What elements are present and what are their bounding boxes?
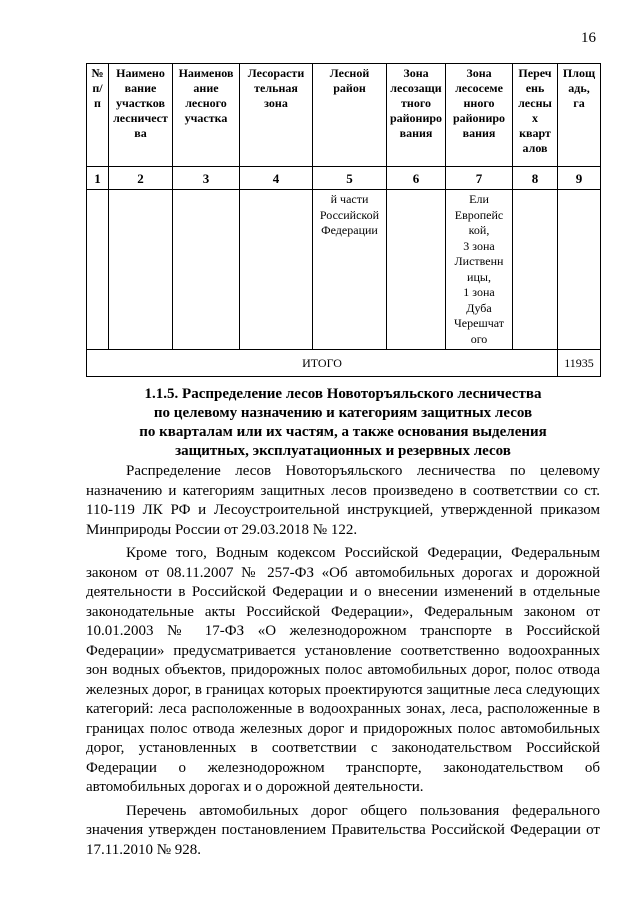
column-number: 5 (313, 167, 387, 190)
table-cell (109, 190, 173, 350)
header-cell-area: Площ адь, га (558, 64, 601, 167)
column-number: 2 (109, 167, 173, 190)
header-cell-protection-zone: Зона лесозащи тного райониро вания (387, 64, 446, 167)
header-cell-seed-zone: Зона лесосеме нного райониро вания (446, 64, 513, 167)
total-value: 11935 (558, 350, 601, 377)
table-cell (387, 190, 446, 350)
paragraph: Распределение лесов Новоторъяльского лесничества по целевому назначению и категориям защитных лесов произведено в соответствии со ст. 110-119 ЛК РФ и Лесоустроительной инструкцией, утвержденной приказом Минприроды России от 29.03.2018 № 122. (86, 463, 600, 538)
column-number: 9 (558, 167, 601, 190)
table-cell (173, 190, 240, 350)
section-heading-line: 1.1.5. Распределение лесов Новоторъяльского лесничества (144, 386, 542, 402)
header-cell-number: № п/ п (87, 64, 109, 167)
section-heading-line: защитных, эксплуатационных и резервных лесов (175, 443, 511, 459)
forest-table (86, 63, 601, 377)
column-number: 1 (87, 167, 109, 190)
header-cell-forestry-name: Наимено вание участков лесничест ва (109, 64, 173, 167)
column-number: 7 (446, 167, 513, 190)
header-cell-plot-name: Наименов ание лесного участка (173, 64, 240, 167)
table-cell (87, 190, 109, 350)
table-cell-seed-zone: Ели Европейс кой, 3 зона Лиственн ицы, 1 зона Дуба Черешчат ого (446, 190, 513, 350)
total-row (87, 350, 601, 377)
column-number: 6 (387, 167, 446, 190)
header-cell-quarters-list: Переч ень лесны х кварт алов (513, 64, 558, 167)
section-heading-line: по кварталам или их частям, а также основания выделения (139, 424, 547, 440)
column-number: 8 (513, 167, 558, 190)
table-cell (513, 190, 558, 350)
column-number-row (87, 167, 601, 190)
section-heading-line: по целевому назначению и категориям защитных лесов (153, 405, 533, 421)
table-header-row (87, 64, 601, 167)
header-cell-vegetation-zone: Лесорасти тельная зона (240, 64, 313, 167)
column-number: 3 (173, 167, 240, 190)
paragraph: Перечень автомобильных дорог общего пользования федерального значения утвержден постановлением Правительства Российской Федерации от 17.11.2010 № 928. (86, 802, 600, 858)
table-row (87, 190, 601, 350)
table-cell (558, 190, 601, 350)
section-body (86, 462, 600, 860)
table-cell (240, 190, 313, 350)
column-number: 4 (240, 167, 313, 190)
page-number: 16 (581, 30, 596, 46)
table-cell-forest-region: й части Российской Федерации (313, 190, 387, 350)
header-cell-forest-region: Лесной район (313, 64, 387, 167)
total-label: ИТОГО (87, 350, 558, 377)
section-heading (86, 385, 600, 461)
paragraph: Кроме того, Водным кодексом Российской Федерации, Федеральным законом от 08.11.2007 № 257-ФЗ «Об автомобильных дорогах и дорожной деятельности в Российской Федерации и о внесении изменений в отдельные законодательные акты Российской Федерации», Федеральным законом от 10.01.2003 № 17-ФЗ «О железнодорожном транспорте в Российской Федерации» предусматривается установление соответственно водоохранных зон водных объектов, придорожных полос автомобильных дорог, полос отвода железных дорог, в границах которых проектируются защитные леса следующих категорий: леса расположенные в водоохранных зонах, леса, расположенные в границах полос отвода железных дорог и придорожных полос автомобильных дорог, установленных в соответствии с законодательством Российской Федерации о железнодорожном транспорте, законодательством об автомобильных дорогах и о дорожной деятельности. (86, 545, 600, 795)
